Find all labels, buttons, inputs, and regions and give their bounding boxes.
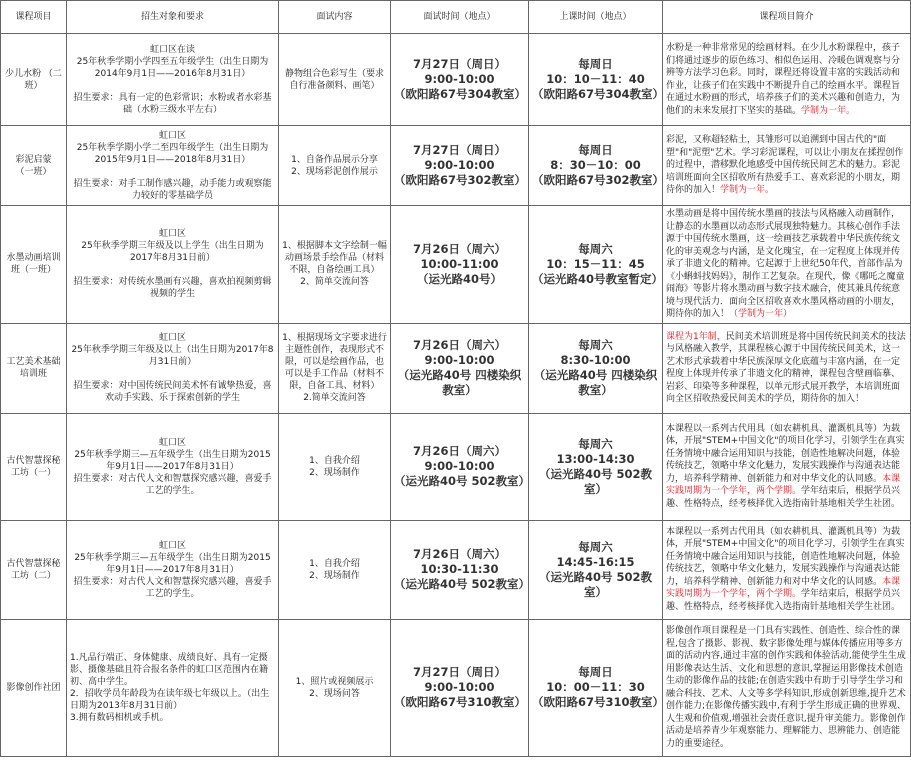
description-text: 水粉是一种非常常见的绘画材料。在少儿水粉课程中，孩子们将通过逐步的原色练习、相似色运用、冷暖色调观察与分辨等方法学习色彩。同时，课程还将设置丰富的实践活动和作业，让孩子们在实践中不断提升自己的绘画水平。课程旨在通过水粉画的形式，培养孩子们的美术兴趣和创造力，为他们的未来发展打下坚实的基础。 xyxy=(666,43,901,116)
interview-content: 1、自我介绍 2、现场制作 xyxy=(279,520,391,619)
table-row xyxy=(1,323,911,413)
requirement: 虹口区 25年秋季学期三年级及以上学生（出生日期为2017年8月31日前） 招生要求：对传统水墨画有兴趣，喜欢拍视频剪辑视频的学生 xyxy=(67,206,279,324)
table-row xyxy=(1,34,911,126)
interview-time: 7月26日（周六） 9:00-10:00 （运光路40号 502教室） xyxy=(391,413,529,520)
requirement: 虹口区 25年秋季学期小学二至四年级学生（出生日期为2015年9月1日——2018年8月31日） 招生要求：对手工制作感兴趣，动手能力或观察能力较好的零基础学员 xyxy=(67,126,279,206)
header-row xyxy=(1,1,911,34)
interview-time: 7月27日（周日） 9:00-10:00 （欧阳路67号302教室） xyxy=(391,126,529,206)
description-text: 民间美术培训班是将中国传统民间美术的技法与风格融入教学，其课程核心源于中国传统民间美术，这一艺术形式承载着中华民族深厚文化底蕴与丰富内涵，在一定程度上体现并传承了非遗文化的精神，课程包含壁画临摹、岩彩、印染等多种课程，以单元形式展开教学，本培训班面向全区招收热爱民间美术的学员，期待你的加入！ xyxy=(666,331,906,404)
table-row xyxy=(1,520,911,619)
description-text: 学年结束后，根据学员兴趣、性格特点，经考核择优入选指南针基地相关学生社团。 xyxy=(666,486,901,509)
requirement: 1.凡品行端正、身体健康、成绩良好、具有一定摄影、摄像基础且符合报名条件的虹口区范围内在籍初、高中学生。 2．招收学员年龄段为在读年级七年级以上。（出生日期为2013年8月31日前） 3.拥有数码相机或手机。 xyxy=(67,619,279,756)
header-description: 课程项目简介 xyxy=(663,1,911,34)
highlight-text: 本课实践周期为一个学年，两个学期。 xyxy=(666,576,901,600)
course-name: 水墨动画培训班（一班） xyxy=(1,206,67,324)
course-description xyxy=(663,34,911,126)
highlight-text: （学制为一年） xyxy=(729,309,793,319)
header-class-time: 上课时间（地点） xyxy=(529,1,663,34)
interview-content: 1、根据现场文字要求进行主题性创作，表现形式不限，可以是绘画作品，也可以是手工作品（材料不限，自备工具、材料） 2.简单交流问答 xyxy=(279,323,391,413)
highlight-text: 课程为1年制， xyxy=(666,331,726,342)
interview-time: 7月26日（周六） 9:00-10:00 （运光路40号 四楼染织教室） xyxy=(391,323,529,413)
requirement: 虹口区在读 25年秋季学期小学四至五年级学生（出生日期为2014年9月1日——2016年8月31日） 招生要求：具有一定的色彩常识；水粉或者水彩基础（水粉三级水平左右） xyxy=(67,34,279,126)
header-interview-time: 面试时间（地点） xyxy=(391,1,529,34)
requirement: 虹口区 25年秋季学期三年级及以上（出生日期为2017年8月31日前） 招生要求：对中国传统民间美术怀有诚挚热爱，喜欢动手实践、乐于探索创新的学生 xyxy=(67,323,279,413)
requirement: 虹口区 25年秋季学期三—五年级学生（出生日期为2015年9月1日——2017年8月31日） 招生要求：对古代人文和智慧探究感兴趣，喜爱手工艺的学生。 xyxy=(67,413,279,520)
course-description xyxy=(663,323,911,413)
table-row xyxy=(1,126,911,206)
table-row xyxy=(1,619,911,756)
description-text: 本课程以一系列古代用具（如农耕机具、灌溉机具等）为载体，开展"STEM+中国文化"的项目化学习，引领学生在真实任务情境中融合运用知识与技能，创造性地解决问题，体验传统技艺，领略中华文化魅力，发展实践操作与沟通表达能力，培养科学精神、创新能力和对中华文化的认同感。 xyxy=(666,423,905,484)
header-course: 课程项目 xyxy=(1,1,67,34)
course-description xyxy=(663,206,911,324)
description-text: 学年结束后，根据学员兴趣、性格特点，经考核择优入选指南针基地相关学生社团。 xyxy=(666,589,901,612)
class-time: 每周日 8：30－10：00 （欧阳路67号302教室） xyxy=(529,126,663,206)
class-time: 每周日 10：10－11：40 （欧阳路67号304教室） xyxy=(529,34,663,126)
class-time: 每周六 13:00-14:30 （运光路40号 502教室） xyxy=(529,413,663,520)
course-description xyxy=(663,413,911,520)
class-time: 每周日 10：00－11：30 （欧阳路67号310教室） xyxy=(529,619,663,756)
description-text: 水墨动画是将中国传统水墨画的技法与风格融入动画制作，让静态的水墨画以动态形式展现独特魅力。其核心创作手法源于中国传统水墨画，这一绘画技艺承载着中华民族传统文化的审美观念与内涵，是文化瑰宝，在一定程度上体现并传承了非遗文化的精神。它起源于上世纪50年代，首部作品为《小蝌蚪找妈妈》，制作工艺复杂。在现代，像《哪吒之魔童闹海》等影片将水墨动画与数字技术融合，使其兼具传统意境与现代活力．面向全区招收喜欢水墨风格动画的小朋友，期待你的加入！ xyxy=(666,209,905,319)
highlight-text: 学制为一年。 xyxy=(720,185,775,196)
highlight-text: 本课实践周期为一个学年，两个学期。 xyxy=(666,473,901,497)
course-name: 古代智慧探秘工坊（一） xyxy=(1,413,67,520)
description-text: 影像创作项目课程是一门具有实践性、创造性、综合性的课程,包含了摄影、影视、数字影像处理与媒体传播应用等多方面的活动内容,通过丰富的创作实践和体验活动,能使学生生成用影像表达生活、文化和思想的意识,掌握运用影像技术创造生动的影像作品的技能;在创造实践中有助于引导学生学习和融合科技、艺术、人文等多学科知识,形成创新思维,提升艺术创作能力;在影像传播实践中,有利于学生形成正确的世界观、人生观和价值观,增强社会责任意识,提升审美能力。影像创作活动是培养青少年观察能力、理解能力、思辨能力、创造能力的重要途径。 xyxy=(666,626,906,749)
interview-content: 1、自我介绍 2、现场制作 xyxy=(279,413,391,520)
interview-content: 1、照片或视频展示 2、现场问答 xyxy=(279,619,391,756)
class-time: 每周六 14:45-16:15 （运光路40号 502教室） xyxy=(529,520,663,619)
class-time: 每周六 10：15－11：45 （运光路40号教室暂定） xyxy=(529,206,663,324)
description-text: 彩泥，又称超轻粘土，其雏形可以追溯到中国古代的"面塑"和"泥塑"艺术。学习彩泥课程，可以让小朋友在揉捏创作的过程中，潜移默化地感受中国传统民间艺术的魅力。彩泥培训班面向全区招收所有热爱手工、喜欢彩泥的小朋友，期待你的加入！ xyxy=(666,135,904,196)
interview-time: 7月27日（周日） 9:00-10:00 （欧阳路67号310教室） xyxy=(391,619,529,756)
requirement: 虹口区 25年秋季学期三—五年级学生（出生日期为2015年9月1日——2017年8月31日） 招生要求：对古代人文和智慧探究感兴趣，喜爱手工艺的学生。 xyxy=(67,520,279,619)
course-name: 工艺美术基础培训班 xyxy=(1,323,67,413)
table-row xyxy=(1,206,911,324)
course-name: 古代智慧探秘工坊（二） xyxy=(1,520,67,619)
course-name: 影像创作社团 xyxy=(1,619,67,756)
interview-time: 7月26日（周六） 10:00-11:00 （运光路40号） xyxy=(391,206,529,324)
course-name: 少儿水粉 （二班） xyxy=(1,34,67,126)
header-interview: 面试内容 xyxy=(279,1,391,34)
course-name: 彩泥启蒙 （一班） xyxy=(1,126,67,206)
course-description xyxy=(663,619,911,756)
interview-content: 1、根据脚本文字绘制一幅动画场景手绘作品（材料不限，自备绘画工具） 2、简单交流问答 xyxy=(279,206,391,324)
highlight-text: 学制为一年。 xyxy=(801,105,856,116)
interview-time: 7月27日（周日） 9:00-10:00 （欧阳路67号304教室） xyxy=(391,34,529,126)
course-description xyxy=(663,126,911,206)
course-description xyxy=(663,520,911,619)
interview-content: 静物组合色彩写生（要求自行准备颜料、画笔） xyxy=(279,34,391,126)
table-row xyxy=(1,413,911,520)
interview-content: 1、自备作品展示分享 2、现场彩泥创作展示 xyxy=(279,126,391,206)
description-text: 本课程以一系列古代用具（如农耕机具、灌溉机具等）为载体，开展"STEM+中国文化"的项目化学习，引领学生在真实任务情境中融合运用知识与技能，创造性地解决问题，体验传统技艺，领略中华文化魅力，发展实践操作与沟通表达能力，培养科学精神、创新能力和对中华文化的认同感。 xyxy=(666,526,905,587)
class-time: 每周六 8:30-10:00 （运光路40号 四楼染织教室） xyxy=(529,323,663,413)
header-requirement: 招生对象和要求 xyxy=(67,1,279,34)
interview-time: 7月26日（周六） 10:30-11:30 （运光路40号 502教室） xyxy=(391,520,529,619)
